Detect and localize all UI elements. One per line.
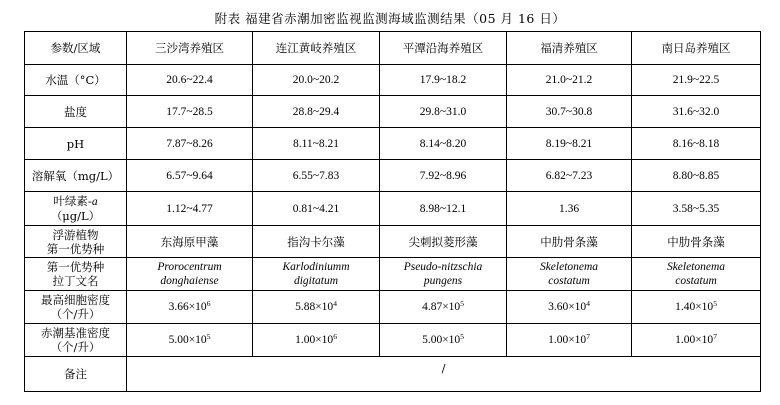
header-area-fuqing: 福清养殖区 (507, 32, 632, 65)
exponent: 6 (206, 299, 211, 308)
monitoring-results-table (24, 31, 761, 392)
genus: Skeletonema (539, 261, 599, 273)
table-cell: 中肋骨条藻 (632, 226, 761, 258)
table-title: 附表 福建省赤潮加密监视监测海域监测结果（05 月 16 日） (214, 11, 566, 26)
exponent: 6 (333, 332, 337, 341)
row-dissolved-oxygen (25, 160, 761, 192)
table-cell: 7.87~8.26 (127, 128, 253, 160)
row-ph (25, 128, 761, 160)
table-cell: 8.80~8.85 (632, 160, 761, 192)
row-label: 盐度 (25, 96, 127, 128)
header-area-nanri: 南日岛养殖区 (632, 32, 761, 65)
mantissa: 5.88×10 (295, 301, 334, 313)
exponent: 5 (713, 299, 717, 308)
row-label-line1: 第一优势种 (46, 260, 105, 274)
row-baseline-density (25, 324, 761, 357)
row-salinity (25, 96, 761, 128)
header-area-pingtan: 平潭沿海养殖区 (380, 32, 507, 65)
table-cell (507, 324, 632, 357)
species: costatum (548, 275, 590, 287)
row-label: pH (25, 128, 127, 160)
table-cell: 20.0~20.2 (253, 65, 380, 96)
table-cell (632, 324, 761, 357)
table-cell: 6.57~9.64 (127, 160, 253, 192)
table-cell: 21.0~21.2 (507, 65, 632, 96)
species: pungens (423, 275, 463, 287)
row-label (25, 324, 127, 357)
table-cell (632, 258, 761, 291)
mantissa: 1.00×10 (675, 334, 714, 346)
row-latin-name (25, 258, 761, 291)
table-cell: 东海原甲藻 (127, 226, 253, 258)
species: digitatum (293, 275, 339, 287)
table-cell: 8.16~8.18 (632, 128, 761, 160)
table-cell: 1.12~4.77 (127, 192, 253, 226)
table-cell (253, 258, 380, 291)
table-cell: 17.9~18.2 (380, 65, 507, 96)
header-area-sansha: 三沙湾养殖区 (127, 32, 253, 65)
table-cell: 6.82~7.23 (507, 160, 632, 192)
row-label (25, 291, 127, 324)
table-cell (380, 291, 507, 324)
exponent: 4 (333, 299, 337, 308)
genus: Karlodiniumm (282, 261, 350, 273)
exponent: 7 (713, 332, 717, 341)
table-cell (127, 324, 253, 357)
header-param-cell: 参数/区域 (25, 32, 127, 65)
row-label (25, 226, 127, 258)
exponent: 4 (586, 299, 590, 308)
table-cell: 3.58~5.35 (632, 192, 761, 226)
exponent: 7 (586, 332, 590, 341)
mantissa: 3.60×10 (548, 301, 587, 313)
table-cell: 0.81~4.21 (253, 192, 380, 226)
exponent: 5 (460, 299, 464, 308)
row-label-line2: （个/升） (50, 307, 101, 321)
row-label-main: 叶绿素- (53, 194, 92, 208)
table-cell (632, 291, 761, 324)
table-cell: 8.11~8.21 (253, 128, 380, 160)
genus: Pseudo-nitzschia (403, 261, 483, 273)
table-cell: 8.14~8.20 (380, 128, 507, 160)
table-cell: 21.9~22.5 (632, 65, 761, 96)
row-label-line1: 最高细胞密度 (41, 293, 110, 307)
remarks-cell: / (127, 357, 761, 392)
table-cell: 31.6~32.0 (632, 96, 761, 128)
table-cell: 20.6~22.4 (127, 65, 253, 96)
row-label (25, 258, 127, 291)
row-label (25, 192, 127, 226)
table-cell (380, 258, 507, 291)
table-cell (127, 258, 253, 291)
exponent: 5 (206, 332, 211, 341)
row-label-unit: （μg/L） (50, 209, 101, 223)
row-label: 备注 (25, 357, 127, 392)
exponent: 5 (460, 332, 464, 341)
table-cell: 8.98~12.1 (380, 192, 507, 226)
mantissa: 5.00×10 (168, 334, 207, 346)
genus: Skeletonema (666, 261, 726, 273)
row-label-line2: （个/升） (50, 340, 101, 354)
mantissa: 1.00×10 (548, 334, 587, 346)
table-cell: 8.19~8.21 (507, 128, 632, 160)
row-label: 水温（°C） (25, 65, 127, 96)
table-cell: 28.8~29.4 (253, 96, 380, 128)
table-cell: 30.7~30.8 (507, 96, 632, 128)
row-max-density (25, 291, 761, 324)
table-cell (253, 291, 380, 324)
row-label-line2: 第一优势种 (46, 241, 105, 256)
table-cell: 7.92~8.96 (380, 160, 507, 192)
header-row (25, 32, 761, 65)
table-cell: 指沟卡尔藻 (253, 226, 380, 258)
row-label-line1: 赤潮基准密度 (41, 326, 110, 340)
species: costatum (675, 275, 717, 287)
row-dominant-species (25, 226, 761, 258)
table-cell: 29.8~31.0 (380, 96, 507, 128)
genus: Prorocentrum (157, 261, 222, 273)
row-remarks (25, 357, 761, 392)
table-cell: 中肋骨条藻 (507, 226, 632, 258)
mantissa: 4.87×10 (422, 301, 461, 313)
mantissa: 1.40×10 (675, 301, 714, 313)
mantissa: 3.66×10 (168, 301, 207, 313)
row-label-italic: a (91, 196, 98, 208)
mantissa: 5.00×10 (422, 334, 461, 346)
table-cell (507, 291, 632, 324)
row-water-temp (25, 65, 761, 96)
table-cell (507, 258, 632, 291)
row-label-line2: 拉丁文名 (52, 274, 99, 288)
species: donghaiense (160, 275, 219, 287)
header-area-lianjiang: 连江黄岐养殖区 (253, 32, 380, 65)
table-cell: 17.7~28.5 (127, 96, 253, 128)
table-cell (380, 324, 507, 357)
row-chlorophyll (25, 192, 761, 226)
table-cell: 1.36 (507, 192, 632, 226)
mantissa: 1.00×10 (295, 334, 334, 346)
table-cell: 尖刺拟菱形藻 (380, 226, 507, 258)
row-label: 溶解氧（mg/L） (25, 160, 127, 192)
table-cell (127, 291, 253, 324)
row-label-line1: 浮游植物 (52, 227, 99, 242)
table-cell: 6.55~7.83 (253, 160, 380, 192)
table-cell (253, 324, 380, 357)
